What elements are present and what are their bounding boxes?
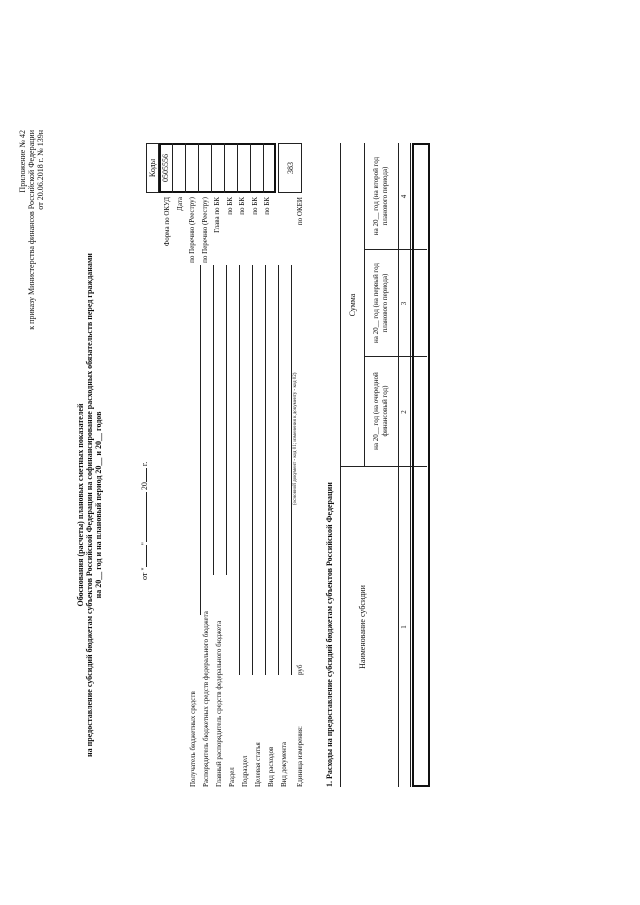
- label-bk-2: по БК: [238, 197, 246, 215]
- codes-divider-1: [172, 143, 173, 193]
- annex-date: от 20.06.2018 г. № 139н: [36, 130, 45, 210]
- annex-block: [18, 130, 45, 330]
- col-name-header: Наименование субсидии: [358, 585, 367, 669]
- date-day-field[interactable]: [146, 545, 147, 567]
- subsection-field[interactable]: [252, 265, 253, 675]
- date-mid: ": [140, 542, 149, 546]
- label-bk-3: по БК: [250, 197, 259, 215]
- right-labels: [161, 197, 274, 265]
- okei-code: 383: [278, 143, 302, 193]
- recipient-field[interactable]: [200, 265, 201, 615]
- unit-value: руб: [296, 664, 304, 675]
- label-distributor: Распорядитель бюджетных средств федерального бюджета: [202, 611, 210, 787]
- label-recipient: Получатель бюджетных средств: [189, 691, 197, 787]
- codes-divider-8: [263, 143, 264, 193]
- annex-number: Приложение № 42: [18, 130, 27, 193]
- chief-distributor-field[interactable]: [226, 265, 227, 575]
- document-type-field[interactable]: [291, 265, 292, 675]
- date-month-field[interactable]: [146, 492, 147, 542]
- num-3: 3: [400, 301, 408, 306]
- label-section: Раздел: [228, 767, 236, 787]
- label-expense-type: Вид расходов: [267, 746, 275, 787]
- codes-divider-2: [185, 143, 186, 193]
- okud-code: 0505556: [161, 154, 170, 182]
- label-date: Дата: [175, 197, 184, 211]
- document-title: [76, 195, 103, 815]
- section-field[interactable]: [239, 265, 240, 675]
- label-subsection: Подраздел: [241, 755, 249, 787]
- label-okud: Форма по ОКУД: [163, 197, 171, 247]
- date-year-field[interactable]: [146, 468, 147, 482]
- num-1: 1: [400, 625, 408, 629]
- target-article-field[interactable]: [265, 265, 266, 675]
- table-sum-divider: [364, 143, 365, 467]
- label-bk-1: по БК: [225, 197, 234, 215]
- label-registry-2: по Перечню (Реестру): [200, 197, 209, 263]
- label-bk-4: по БК: [263, 197, 271, 215]
- date-line: [140, 462, 149, 580]
- table-data-row[interactable]: [412, 143, 430, 787]
- col-3-header: на 20__ год (на первый год планового периода): [372, 263, 389, 344]
- annex-order: к приказу Министерства финансов Российской Федерации: [27, 130, 36, 330]
- document-type-hint: (основной документ - код 01; изменения к документу - код 02): [293, 372, 298, 505]
- distributor-field[interactable]: [213, 265, 214, 575]
- title-line-1: Обоснования (расчеты) плановых сметных показателей: [76, 403, 85, 607]
- col-4-header: на 20__ год (на второй год планового периода): [372, 156, 389, 236]
- table-num-bottom: [410, 143, 411, 787]
- codes-divider-3: [198, 143, 199, 193]
- codes-header: Коды: [146, 143, 159, 193]
- codes-divider-5: [224, 143, 225, 193]
- title-line-3: на 20__ год и на плановый период 20__ и 20__ годов: [94, 411, 103, 599]
- sum-header: Сумма: [348, 293, 357, 317]
- section-title: 1. Расходы на предоставление субсидий бюджетам субъектов Российской Федерации: [325, 482, 334, 787]
- codes-divider-4: [211, 143, 212, 193]
- codes-box: [159, 143, 276, 193]
- table-top-border: [340, 143, 341, 787]
- label-chief-distributor: Главный распорядитель средств федерального бюджета: [215, 620, 223, 787]
- expense-type-field[interactable]: [278, 265, 279, 675]
- table-num-top: [398, 143, 399, 787]
- label-document-type: Вид документа: [280, 741, 288, 787]
- codes-divider-7: [250, 143, 251, 193]
- unit-label: Единица измерения:: [296, 726, 304, 787]
- label-chapter-bk: Глава по БК: [213, 197, 221, 233]
- col-2-header: на 20__ год (на очередной финансовый год): [372, 372, 389, 450]
- title-line-2: на предоставление субсидий бюджетам субъектов Российской Федерации на софинансирование расходных обязательств перед гражданами: [85, 253, 94, 757]
- num-2: 2: [400, 410, 408, 414]
- okei-label: по ОКЕИ: [296, 197, 304, 226]
- num-4: 4: [400, 194, 408, 199]
- codes-divider-6: [237, 143, 238, 193]
- label-target-article: Целевая статья: [254, 742, 262, 787]
- date-suffix: г.: [140, 461, 149, 467]
- date-prefix: от ": [140, 567, 149, 580]
- date-year: 20: [140, 482, 149, 491]
- label-registry-1: по Перечню (Реестру): [188, 197, 196, 263]
